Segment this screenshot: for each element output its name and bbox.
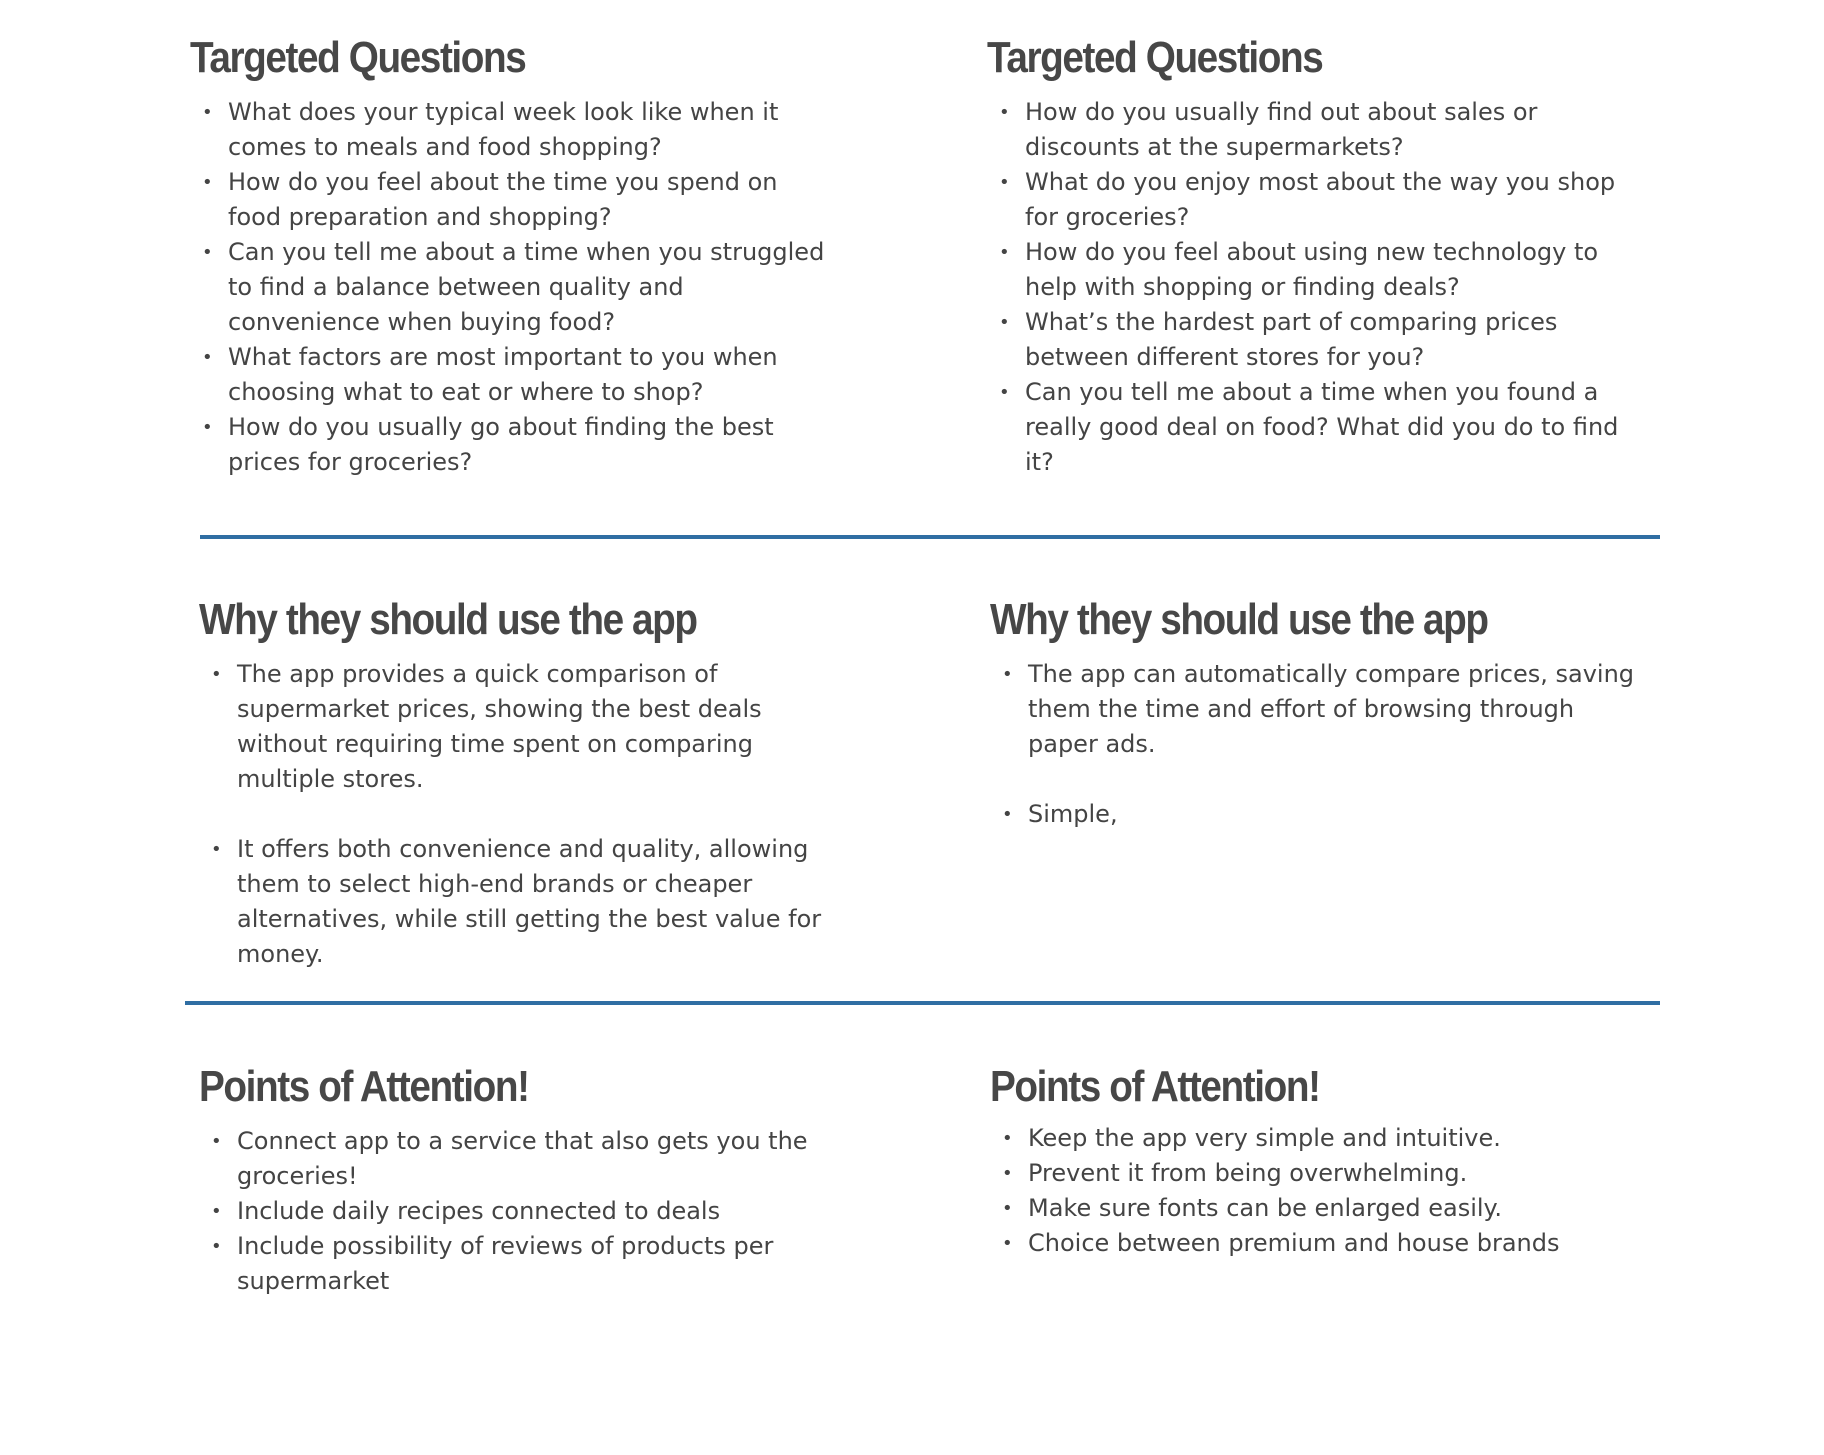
- bullet-dot-icon: •: [211, 1236, 222, 1258]
- section-divider: [185, 1001, 1660, 1005]
- list-item: • The app can automatically compare prices, saving them the time and effort of browsing through paper ads.: [990, 657, 1640, 762]
- list-item: • Include daily recipes connected to deals: [199, 1194, 839, 1229]
- list-item: • Include possibility of reviews of products per supermarket: [199, 1229, 839, 1299]
- bullet-list: [990, 657, 1640, 832]
- list-item: • How do you feel about the time you spend on food preparation and shopping?: [190, 165, 830, 235]
- section-heading: Why they should use the app: [199, 595, 697, 644]
- bullet-dot-icon: •: [999, 382, 1010, 404]
- list-item: • How do you usually go about finding the best prices for groceries?: [190, 410, 830, 480]
- list-item: • How do you feel about using new technology to help with shopping or finding deals?: [987, 235, 1637, 305]
- why-use-app-right: [990, 596, 1640, 832]
- list-item: • Make sure fonts can be enlarged easily.: [990, 1191, 1640, 1226]
- targeted-questions-right: [987, 34, 1637, 480]
- section-heading: Points of Attention!: [199, 1062, 529, 1111]
- bullet-dot-icon: •: [211, 1131, 222, 1153]
- bullet-list: [987, 95, 1637, 480]
- bullet-dot-icon: •: [1002, 1163, 1013, 1185]
- bullet-dot-icon: •: [999, 242, 1010, 264]
- bullet-dot-icon: •: [202, 242, 213, 264]
- bullet-dot-icon: •: [1002, 1233, 1013, 1255]
- list-item: • The app provides a quick comparison of supermarket prices, showing the best deals without requiring time spent on comparing multiple stores.: [199, 657, 849, 797]
- list-item: • How do you usually find out about sales or discounts at the supermarkets?: [987, 95, 1637, 165]
- bullet-list: [199, 1124, 839, 1299]
- bullet-dot-icon: •: [1002, 1198, 1013, 1220]
- targeted-questions-left: [190, 34, 830, 480]
- list-item: • What does your typical week look like when it comes to meals and food shopping?: [190, 95, 830, 165]
- section-heading: Points of Attention!: [990, 1062, 1320, 1111]
- bullet-dot-icon: •: [202, 172, 213, 194]
- points-of-attention-left: [199, 1063, 839, 1299]
- bullet-dot-icon: •: [1002, 664, 1013, 686]
- list-item: • Prevent it from being overwhelming.: [990, 1156, 1640, 1191]
- list-item: • Choice between premium and house brands: [990, 1226, 1640, 1261]
- points-of-attention-right: [990, 1063, 1640, 1261]
- bullet-dot-icon: •: [999, 102, 1010, 124]
- list-item: • What factors are most important to you when choosing what to eat or where to shop?: [190, 340, 830, 410]
- section-divider: [200, 535, 1660, 539]
- bullet-dot-icon: •: [999, 172, 1010, 194]
- bullet-list: [199, 657, 849, 972]
- list-item: • Connect app to a service that also gets you the groceries!: [199, 1124, 839, 1194]
- list-item: • What’s the hardest part of comparing prices between different stores for you?: [987, 305, 1637, 375]
- section-heading: Targeted Questions: [190, 33, 526, 82]
- why-use-app-left: [199, 596, 849, 972]
- bullet-dot-icon: •: [202, 417, 213, 439]
- list-item: • What do you enjoy most about the way you shop for groceries?: [987, 165, 1637, 235]
- list-item: • Simple,: [990, 797, 1640, 832]
- section-heading: Why they should use the app: [990, 595, 1488, 644]
- bullet-list: [190, 95, 830, 480]
- bullet-dot-icon: •: [202, 347, 213, 369]
- bullet-dot-icon: •: [211, 1201, 222, 1223]
- list-item: • Can you tell me about a time when you struggled to find a balance between quality and convenience when buying food?: [190, 235, 830, 340]
- bullet-dot-icon: •: [211, 839, 222, 861]
- bullet-dot-icon: •: [211, 664, 222, 686]
- section-heading: Targeted Questions: [987, 33, 1323, 82]
- list-item: • Can you tell me about a time when you found a really good deal on food? What did you do to find it?: [987, 375, 1637, 480]
- bullet-dot-icon: •: [202, 102, 213, 124]
- bullet-dot-icon: •: [1002, 1128, 1013, 1150]
- list-item: • It offers both convenience and quality, allowing them to select high-end brands or cheaper alternatives, while still getting the best value for money.: [199, 832, 849, 972]
- bullet-dot-icon: •: [999, 312, 1010, 334]
- list-item: • Keep the app very simple and intuitive.: [990, 1121, 1640, 1156]
- bullet-dot-icon: •: [1002, 804, 1013, 826]
- bullet-list: [990, 1121, 1640, 1261]
